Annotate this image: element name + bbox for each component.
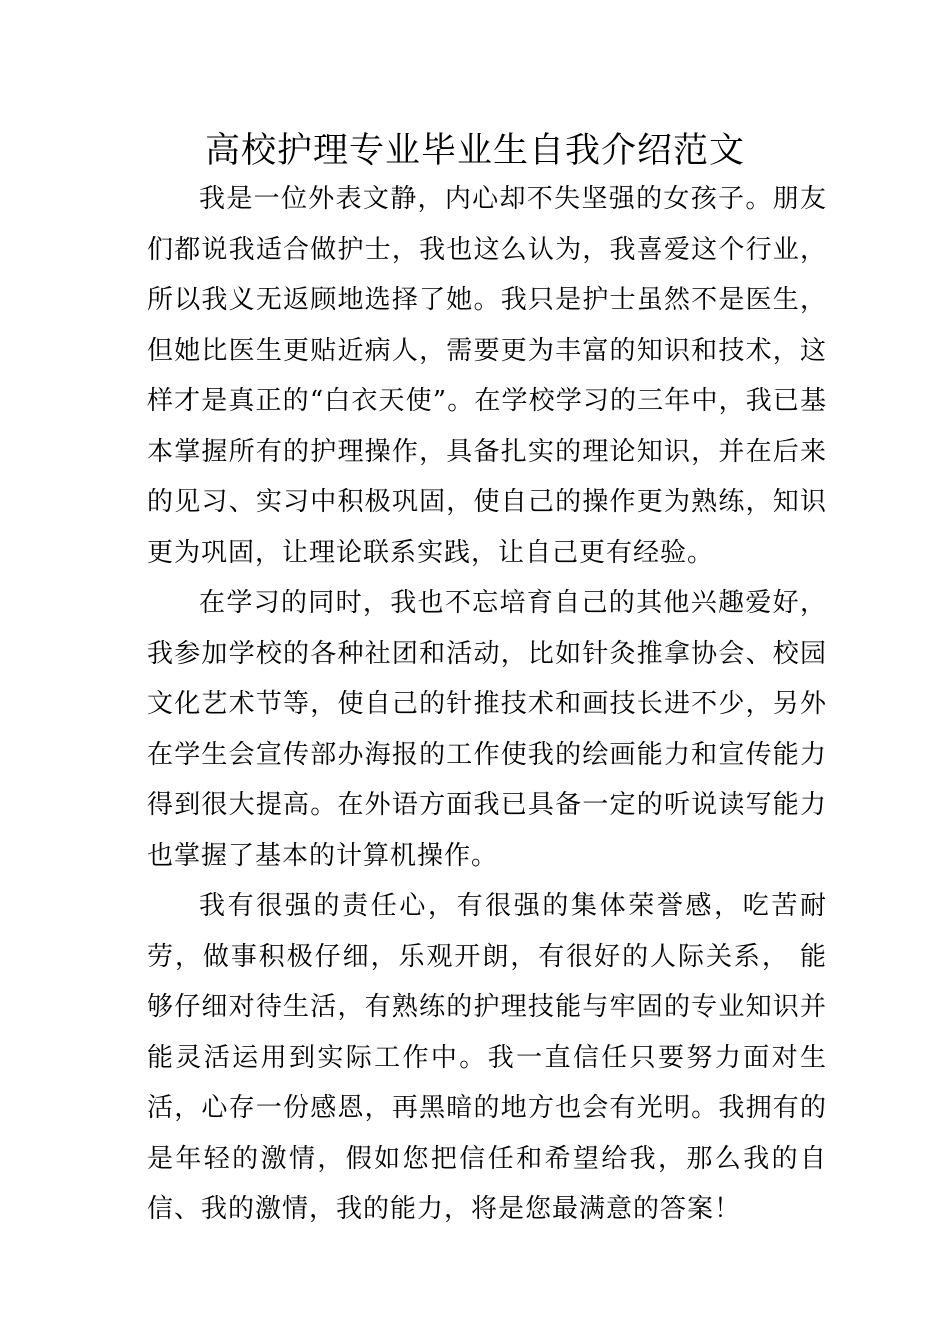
paragraph-2: 在学习的同时，我也不忘培育自己的其他兴趣爱好，我参加学校的各种社团和活动，比如针灸推拿协会、校园文化艺术节等，使自己的针推技术和画技长进不少，另外在学生会宣传部办海报的工作使我的绘画能力和宣传能力得到很大提高。在外语方面我已具备一定的听说读写能力也掌握了基本的计算机操作。 (147, 588, 827, 871)
paragraph-1: 我是一位外表文静，内心却不失坚强的女孩子。朋友们都说我适合做护士，我也这么认为，我喜爱这个行业，所以我义无返顾地选择了她。我只是护士虽然不是医生，但她比医生更贴近病人，需要更为丰富的知识和技术，这样才是真正的“白衣天使”。在学校学习的三年中，我已基本掌握所有的护理操作，具备扎实的理论知识，并在后来的见习、实习中积极巩固，使自己的操作更为熟练，知识更为巩固，让理论联系实践，让自己更有经验。 (147, 184, 827, 568)
document-title: 高校护理专业毕业生自我介绍范文 (204, 131, 745, 171)
paragraph-3: 我有很强的责任心，有很强的集体荣誉感，吃苦耐劳，做事积极仔细，乐观开朗，有很好的人际关系， 能够仔细对待生活，有熟练的护理技能与牢固的专业知识并能灵活运用到实际工作中。我一直信任只要努力面对生活，心存一份感恩，再黑暗的地方也会有光明。我拥有的是年轻的激情，假如您把信任和希望给我，那么我的自信、我的激情，我的能力，将是您最满意的答案！ (147, 891, 827, 1224)
document-body (147, 174, 827, 1235)
